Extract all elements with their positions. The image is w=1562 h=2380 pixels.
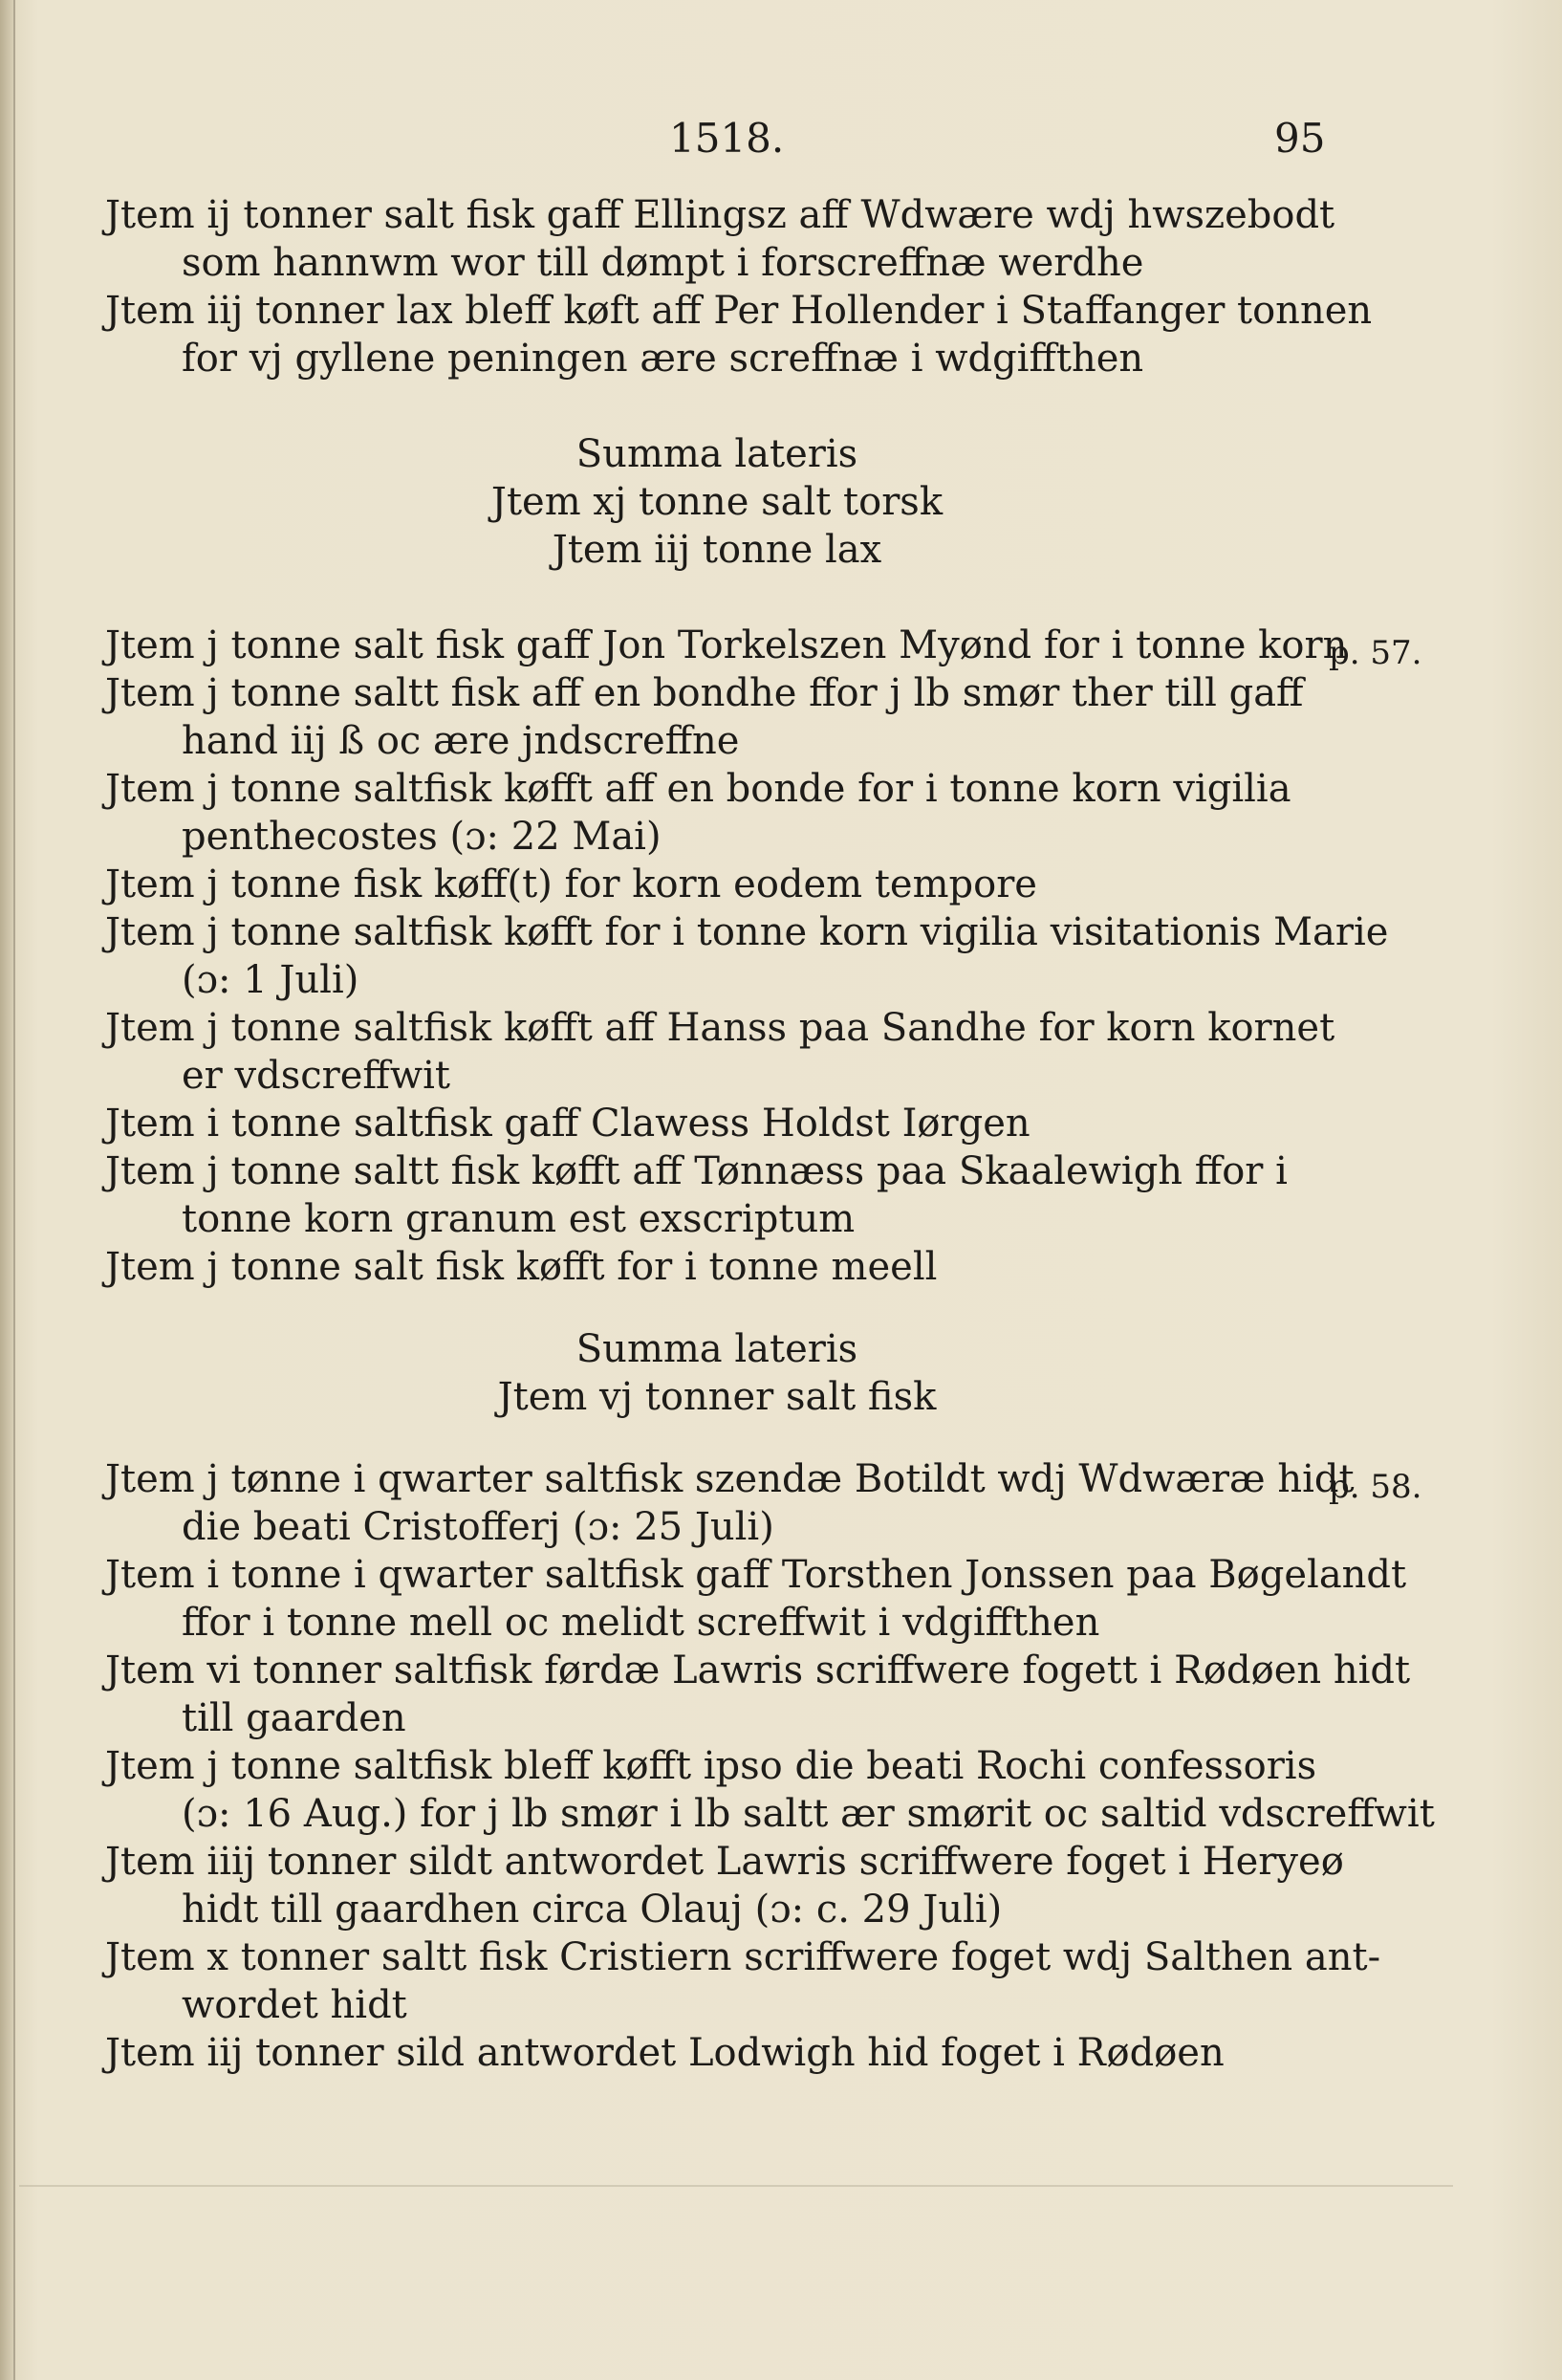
summa-heading: Summa lateris <box>575 432 858 476</box>
summa-line: Jtem xj tonne salt torsk <box>490 480 944 524</box>
entry-line: Jtem j tonne saltfisk køfft aff Hanss paa Sandhe for korn kornet <box>105 1006 1335 1050</box>
ledger-entry <box>105 1647 1411 1742</box>
entry-line: Jtem iiij tonner sildt antwordet Lawris scriffwere foget i Heryeø <box>105 1840 1344 1884</box>
summa-line: Jtem iij tonne lax <box>552 528 882 572</box>
entry-continuation-line: die beati Cristofferj (ɔ: 25 Juli) <box>182 1505 774 1549</box>
ledger-entry <box>105 191 1335 287</box>
entry-continuation-line: tonne korn granum est exscriptum <box>182 1197 856 1241</box>
entry-line: Jtem j tonne salt fisk køfft for i tonne meell <box>105 1245 938 1289</box>
ledger-entry <box>105 1147 1329 1243</box>
entry-line: Jtem j tonne saltfisk bleff køfft ipso die beati Rochi confessoris <box>105 1744 1317 1788</box>
entry-continuation-line: till gaarden <box>182 1696 406 1740</box>
entries-block-1 <box>105 191 1373 382</box>
ledger-entry <box>105 1455 1422 1551</box>
running-header <box>0 115 1562 172</box>
entries-block-2 <box>105 622 1422 1291</box>
entry-line: Jtem iij tonner lax bleff køft aff Per Hollender i Staffanger tonnen <box>105 289 1373 333</box>
ledger-entry <box>105 1742 1435 1838</box>
margin-page-reference: p. 57. <box>1329 634 1422 672</box>
entry-line: Jtem j tønne i qwarter saltfisk szendæ Botildt wdj Wdwæræ hidt <box>105 1457 1355 1501</box>
ledger-entry <box>105 1933 1381 2029</box>
entry-continuation-line: for vj gyllene peningen ære screffnæ i wdgiffthen <box>182 337 1144 381</box>
entry-continuation-line: hand iij ß oc ære jndscreffne <box>182 719 740 763</box>
ledger-entry <box>105 765 1329 861</box>
entry-line: Jtem iij tonner sild antwordet Lodwigh hid foget i Rødøen <box>105 2031 1225 2075</box>
entry-continuation-line: penthecostes (ɔ: 22 Mai) <box>182 815 662 859</box>
ledger-entry <box>105 1243 1329 1291</box>
entry-continuation-line: (ɔ: 16 Aug.) for j lb smør i lb saltt ær smørit oc saltid vdscreffwit <box>182 1792 1435 1836</box>
ledger-entry <box>105 287 1373 382</box>
entry-continuation-line: ffor i tonne mell oc melidt screffwit i vdgiffthen <box>182 1601 1100 1645</box>
page-body <box>105 191 1435 2077</box>
summa-heading: Summa lateris <box>575 1327 858 1371</box>
summa-line: Jtem vj tonner salt fisk <box>497 1375 937 1419</box>
summa-lateris-2 <box>105 1325 1329 1421</box>
margin-page-reference: p. 58. <box>1329 1468 1422 1506</box>
ledger-entry <box>105 908 1389 1004</box>
ledger-entry <box>105 2029 1329 2077</box>
entry-line: Jtem x tonner saltt fisk Cristiern scriffwere foget wdj Salthen ant- <box>105 1935 1381 1979</box>
ledger-entry <box>105 1004 1335 1100</box>
ledger-entry <box>105 1838 1344 1933</box>
entry-continuation-line: (ɔ: 1 Juli) <box>182 958 359 1002</box>
entry-line: Jtem i tonne saltfisk gaff Clawess Holdst Iørgen <box>105 1102 1030 1146</box>
entry-continuation-line: hidt till gaardhen circa Olauj (ɔ: c. 29 Juli) <box>182 1888 1003 1932</box>
entry-line: Jtem ij tonner salt fisk gaff Ellingsz aff Wdwære wdj hwszebodt <box>105 193 1335 237</box>
entry-line: Jtem j tonne saltt fisk aff en bondhe ffor j lb smør ther till gaff <box>105 671 1304 715</box>
entry-line: Jtem j tonne saltt fisk køfft aff Tønnæss paa Skaalewigh ffor i <box>105 1149 1288 1193</box>
header-year: 1518. <box>669 115 785 162</box>
entry-line: Jtem vi tonner saltfisk førdæ Lawris scriffwere fogett i Rødøen hidt <box>105 1649 1411 1692</box>
summa-lateris-1 <box>105 430 1329 574</box>
spine-line <box>13 0 15 2380</box>
page-bottom-shadow <box>19 2185 1453 2187</box>
entries-block-3 <box>105 1455 1435 2077</box>
entry-line: Jtem j tonne salt fisk gaff Jon Torkelszen Myønd for i tonne korn <box>105 623 1348 667</box>
entry-continuation-line: wordet hidt <box>182 1983 407 2027</box>
ledger-entry <box>105 669 1329 765</box>
ledger-entry <box>105 861 1329 908</box>
entry-line: Jtem i tonne i qwarter saltfisk gaff Torsthen Jonssen paa Bøgelandt <box>105 1553 1407 1597</box>
ledger-entry <box>105 622 1422 672</box>
entry-line: Jtem j tonne saltfisk køfft for i tonne korn vigilia visitationis Marie <box>105 910 1389 954</box>
ledger-entry <box>105 1100 1329 1147</box>
entry-continuation-line: er vdscreffwit <box>182 1054 450 1098</box>
entry-line: Jtem j tonne saltfisk køfft aff en bonde for i tonne korn vigilia <box>105 767 1291 811</box>
entry-line: Jtem j tonne fisk køff(t) for korn eodem tempore <box>105 862 1037 906</box>
ledger-entry <box>105 1551 1407 1647</box>
entry-continuation-line: som hannwm wor till dømpt i forscreffnæ werdhe <box>182 241 1144 285</box>
page-number: 95 <box>1274 115 1326 162</box>
book-spine-edge <box>0 0 13 2380</box>
